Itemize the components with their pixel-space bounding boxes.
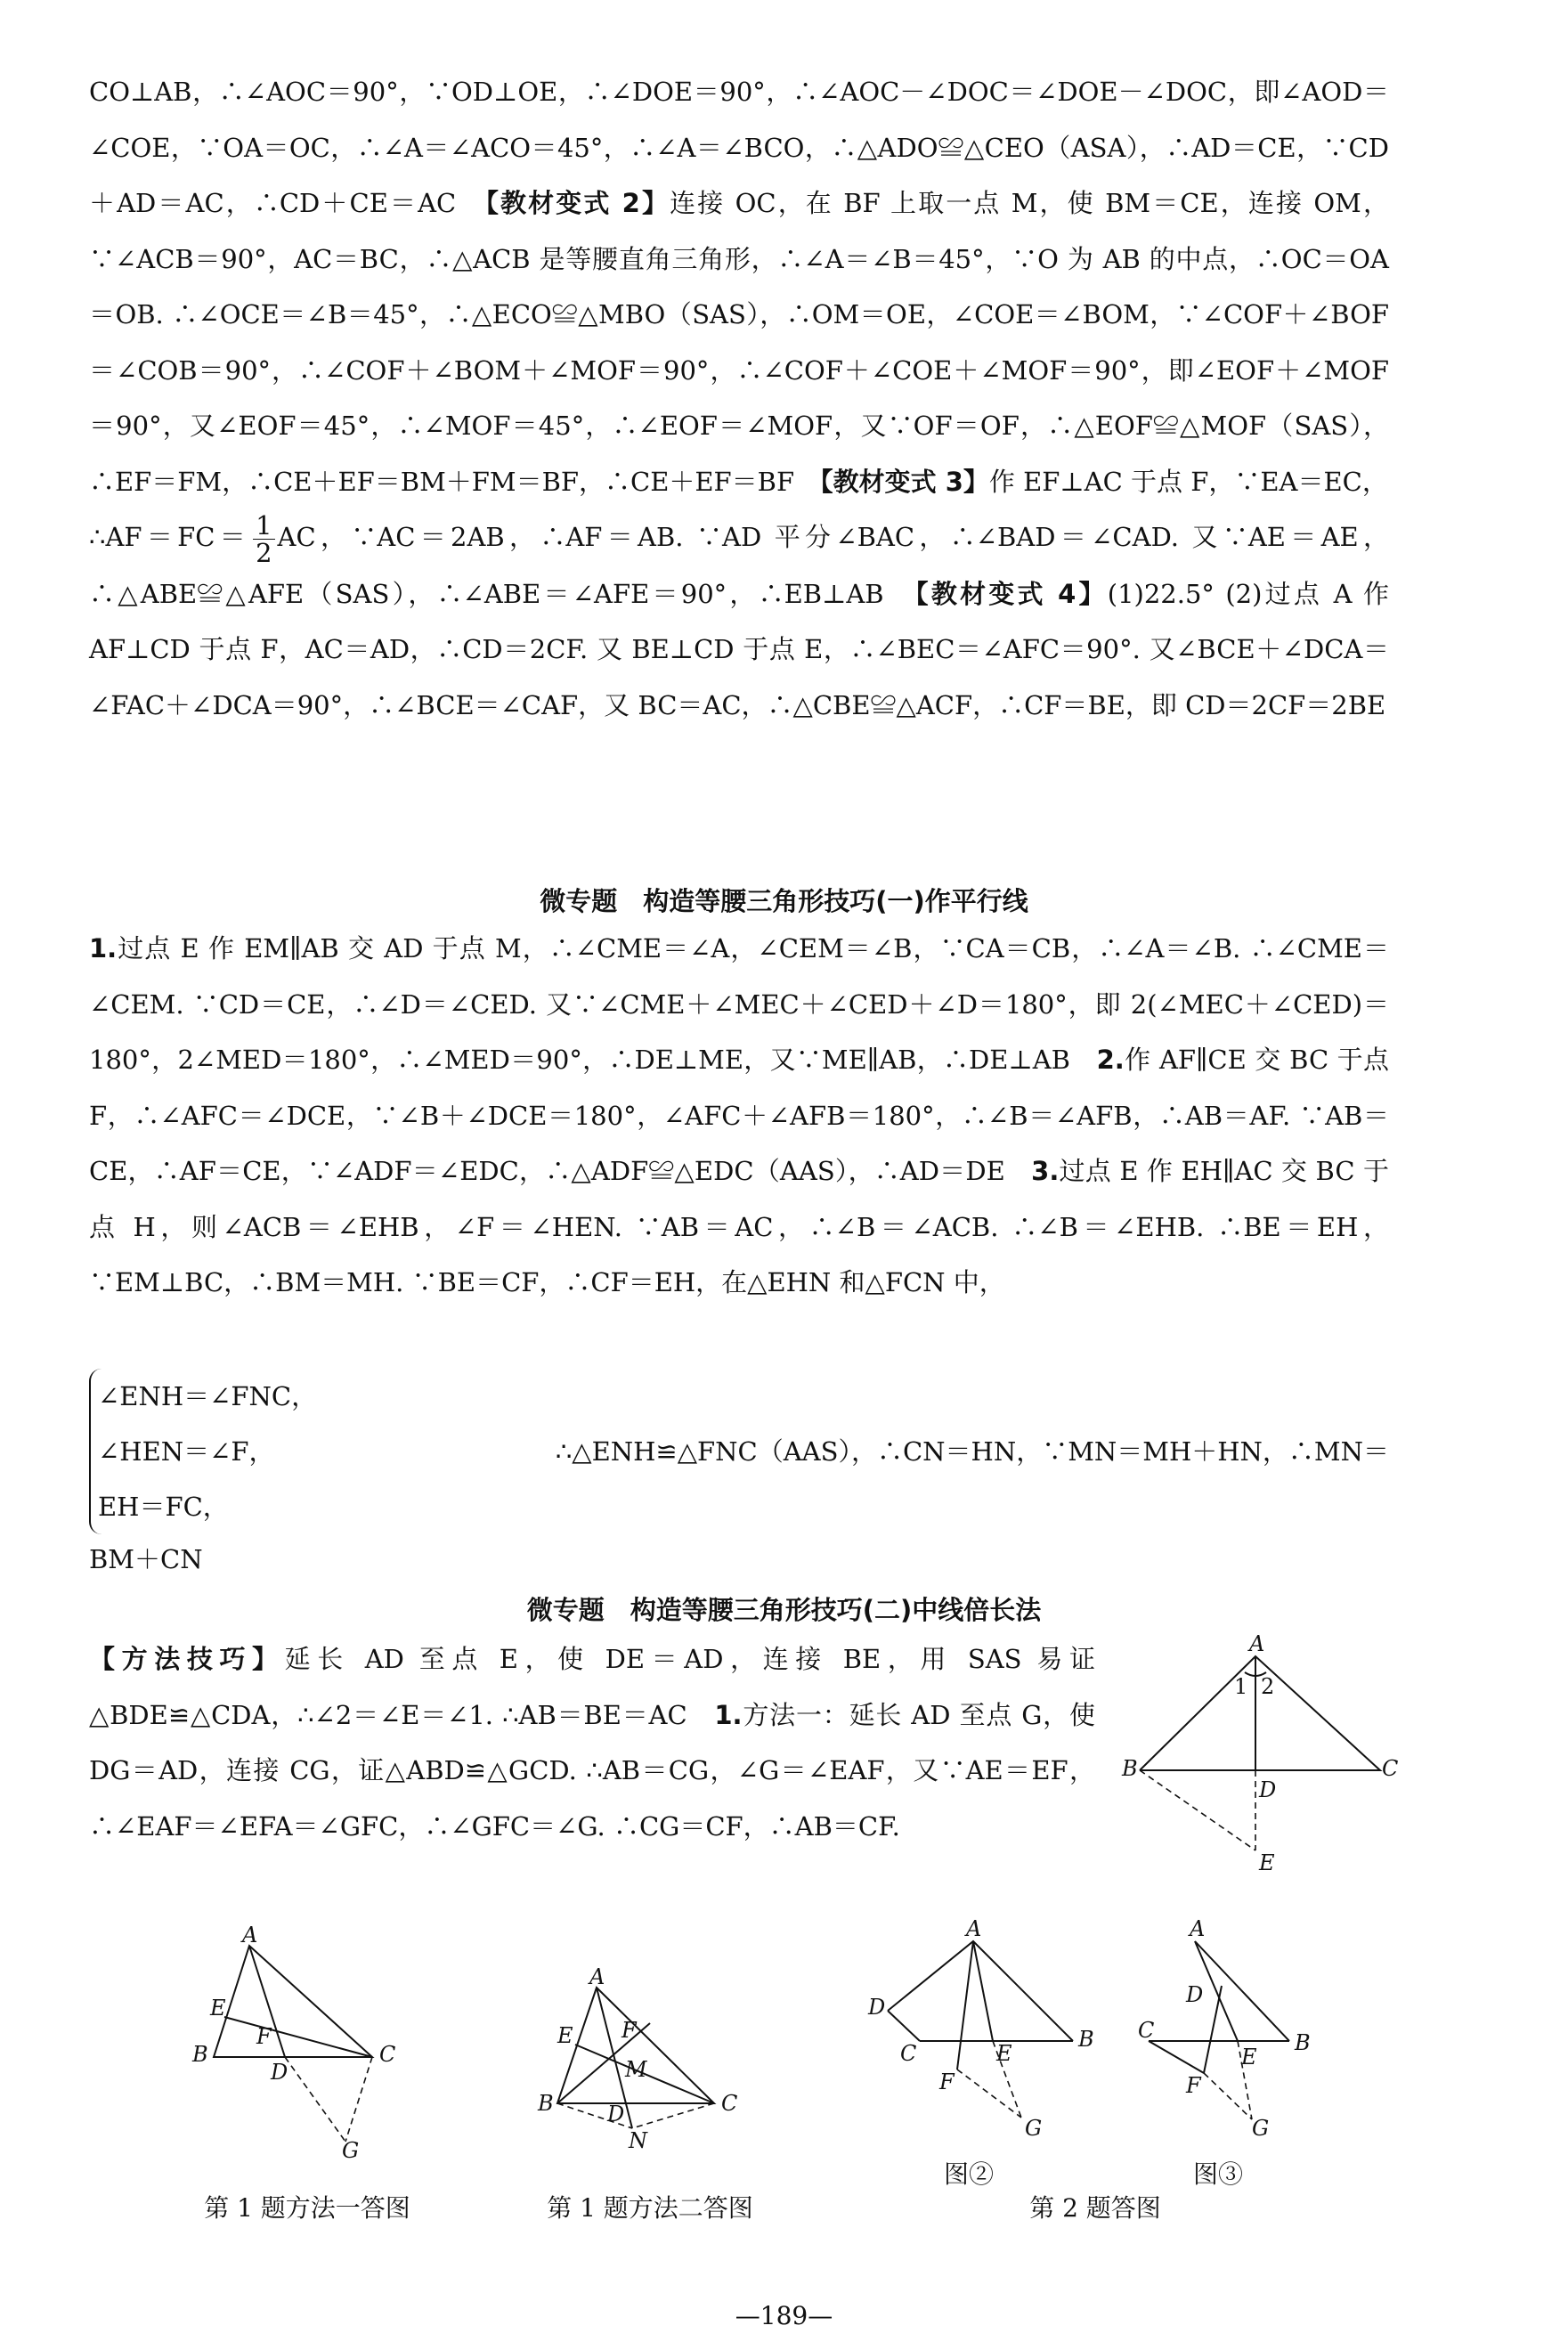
svg-text:B: B (538, 2091, 554, 2116)
svg-text:C: C (379, 2042, 396, 2067)
svg-text:C: C (721, 2091, 738, 2116)
svg-text:G: G (1252, 2116, 1270, 2141)
answer-block-parallel-lines (89, 921, 1389, 1311)
question-number-3: 3. (1031, 1156, 1060, 1186)
brace-line-2: ∠HEN＝∠F， (98, 1436, 275, 1467)
svg-text:D: D (868, 1995, 886, 2020)
svg-text:G: G (342, 2138, 360, 2163)
svg-text:F: F (939, 2069, 955, 2094)
question-number-1-median: 1. (714, 1699, 743, 1730)
svg-text:B: B (1078, 2027, 1094, 2052)
figure-q1-method-2 (525, 1964, 757, 2166)
answer-1: 过点 E 作 EM∥AB 交 AD 于点 M，∴∠CME＝∠A，∠CEM＝∠B，∵CA＝CB，∴∠A＝∠B. ∴∠CME＝∠CEM. ∵CD＝CE，∴∠D＝∠CED. 又∵∠CME＋∠MEC＋∠CED＋∠D＝180°，即 2(∠MEC＋∠CED)＝180°，2∠MED＝180°，∴∠MED＝90°，∴DE⊥ME，又∵ME∥AB，∴DE⊥AB (89, 933, 1389, 1075)
svg-text:1: 1 (1234, 1674, 1248, 1699)
caption-q1-method-1: 第 1 题方法一答图 (204, 2193, 410, 2223)
answer-block-median-doubling (89, 1631, 1095, 1854)
answer-variant-3c: AC，∵AC＝2AB，∴AF＝AB. ∵AD 平分∠BAC，∴∠BAD＝∠CAD. 又∵AE＝AE，∴△ABE≌△AFE（SAS），∴∠ABE＝∠AFE＝90°，∴EB⊥AB (89, 522, 1389, 609)
svg-text:M: M (625, 2057, 647, 2082)
svg-text:F: F (622, 2018, 637, 2043)
svg-text:C: C (900, 2041, 917, 2066)
figure-q1-method-1 (178, 1923, 436, 2163)
page-number: —189— (735, 2301, 833, 2330)
question-number-2: 2. (1096, 1045, 1125, 1075)
svg-text:G: G (1025, 2116, 1043, 2141)
svg-text:E: E (1241, 2045, 1257, 2069)
caption-panel-3: 图③ (1193, 2159, 1244, 2189)
svg-text:E: E (210, 1996, 226, 2021)
svg-text:A: A (1249, 1631, 1265, 1656)
answer-3-last-line: BM＋CN (89, 1544, 203, 1574)
svg-text:2: 2 (1261, 1674, 1275, 1699)
tag-method-tips: 【方法技巧】 (89, 1644, 285, 1674)
svg-text:D: D (1259, 1777, 1277, 1802)
svg-text:C: C (1382, 1756, 1399, 1781)
svg-text:B: B (192, 2042, 208, 2067)
svg-text:E: E (1259, 1850, 1275, 1875)
answer-1-median: 方法一：延长 AD 至点 G，使 DG＝AD，连接 CG，证△ABD≌△GCD. ∴AB＝CG，∠G＝∠EAF，又∵AE＝EF，∴∠EAF＝∠EFA＝∠GFC，∴∠GFC＝∠G. ∴CG＝CF，∴AB＝CF. (89, 1699, 1096, 1842)
caption-q2: 第 2 题答图 (1029, 2193, 1161, 2223)
svg-text:C: C (1138, 2018, 1155, 2043)
svg-text:E: E (996, 2041, 1012, 2066)
svg-text:A: A (1190, 1916, 1206, 1941)
svg-text:E: E (557, 2023, 573, 2048)
svg-text:N: N (629, 2128, 647, 2153)
svg-text:B: B (1122, 1756, 1138, 1781)
answer-variant-4: (1)22.5° (2)过点 A 作 AF⊥CD 于点 F，AC＝AD，∴CD＝2CF. 又 BE⊥CD 于点 E，∴∠BEC＝∠AFC＝90°. 又∠BCE＋∠DCA＝∠FAC＋∠DCA＝90°，∴∠BCE＝∠CAF，又 BC＝AC，∴△CBE≌△ACF，∴CF＝BE，即 CD＝2CF＝2BE (89, 578, 1389, 720)
tag-variant-2: 【教材变式 2】 (485, 188, 670, 218)
svg-text:D: D (607, 2102, 625, 2126)
answer-3: 过点 E 作 EH∥AC 交 BC 于点 H，则∠ACB＝∠EHB，∠F＝∠HEN. ∵AB＝AC，∴∠B＝∠ACB. ∴∠B＝∠EHB. ∴BE＝EH，∵EM⊥BC，∴BM＝MH. ∵BE＝CF，∴CF＝EH，在△EHN 和△FCN 中， (89, 1156, 1389, 1297)
svg-text:A: A (589, 1964, 605, 1989)
brace-conclusion: ∴△ENH≌△FNC（AAS），∴CN＝HN，∵MN＝MH＋HN，∴MN＝ (555, 1436, 1389, 1467)
svg-text:B: B (1295, 2030, 1311, 2055)
brace-line-3: EH＝FC， (98, 1492, 229, 1522)
figure-q2-panel-3 (1131, 1916, 1336, 2144)
method-tips-text: 延长 AD 至点 E，使 DE＝AD，连接 BE，用 SAS 易证△BDE≌△CDA，∴∠2＝∠E＝∠1. ∴AB＝BE＝AC (89, 1644, 1095, 1730)
caption-panel-2: 图② (944, 2159, 995, 2189)
svg-text:A: A (242, 1923, 258, 1947)
svg-text:D: D (1186, 1982, 1204, 2007)
answer-2: 作 AF∥CE 交 BC 于点 F，∴∠AFC＝∠DCE，∵∠B＋∠DCE＝180°，∠AFC＋∠AFB＝180°，∴∠B＝∠AFB，∴AB＝AF. ∵AB＝CE，∴AF＝CE，∵∠ADF＝∠EDC，∴△ADF≌△EDC（AAS），∴AD＝DE (89, 1045, 1389, 1186)
svg-text:D: D (271, 2060, 288, 2085)
fraction-one-half (253, 509, 274, 568)
fraction-numerator: 1 (253, 512, 274, 540)
section-heading-parallel-lines: 微专题 构造等腰三角形技巧(一)作平行线 (540, 886, 1028, 916)
answer-block-textbook-variants (89, 64, 1389, 733)
figure-method-tips (1122, 1631, 1399, 1877)
answer-variant-3a: 作 EF⊥AC 于点 F，∵EA＝EC， (988, 466, 1388, 497)
question-number-1: 1. (89, 933, 118, 964)
tag-variant-3: 【教材变式 3】 (820, 466, 989, 497)
answer-variant-1-tail: CO⊥AB，∴∠AOC＝90°，∵OD⊥OE，∴∠DOE＝90°，∴∠AOC－∠DOC＝∠DOE－∠DOC，即∠AOD＝∠COE，∵OA＝OC，∴∠A＝∠ACO＝45°，∴∠A＝∠BCO，∴△ADO≌△CEO（ASA），∴AD＝CE，∵CD＋AD＝AC，∴CD＋CE＝AC (89, 77, 1389, 218)
svg-text:A: A (966, 1916, 982, 1941)
svg-text:F: F (256, 2024, 272, 2049)
answer-variant-2: 连接 OC，在 BF 上取一点 M，使 BM＝CE，连接 OM，∵∠ACB＝90°，AC＝BC，∴△ACB 是等腰直角三角形，∴∠A＝∠B＝45°，∵O 为 AB 的中点，∴OC＝OA＝OB. ∴∠OCE＝∠B＝45°，∴△ECO≌△MBO（SAS），∴OM＝OE，∠COE＝∠BOM，∵∠COF＋∠BOF＝∠COB＝90°，∴∠COF＋∠BOM＋∠MOF＝90°，∴∠COF＋∠COE＋∠MOF＝90°，即∠EOF＋∠MOF＝90°，又∠EOF＝45°，∴∠MOF＝45°，∴∠EOF＝∠MOF，又∵OF＝OF，∴△EOF≌△MOF（SAS），∴EF＝FM，∴CE＋EF＝BM＋FM＝BF，∴CE＋EF＝BF (89, 188, 1389, 497)
tag-variant-4: 【教材变式 4】 (915, 578, 1108, 609)
answer-variant-3b: ∴AF＝FC＝ (89, 522, 251, 552)
brace-line-1: ∠ENH＝∠FNC， (98, 1381, 318, 1411)
section-heading-median-doubling: 微专题 构造等腰三角形技巧(二)中线倍长法 (526, 1595, 1042, 1625)
caption-q1-method-2: 第 1 题方法二答图 (547, 2193, 753, 2223)
fraction-denominator: 2 (256, 537, 272, 568)
figure-q2-panel-2 (850, 1916, 1117, 2144)
svg-text:F: F (1186, 2073, 1201, 2098)
